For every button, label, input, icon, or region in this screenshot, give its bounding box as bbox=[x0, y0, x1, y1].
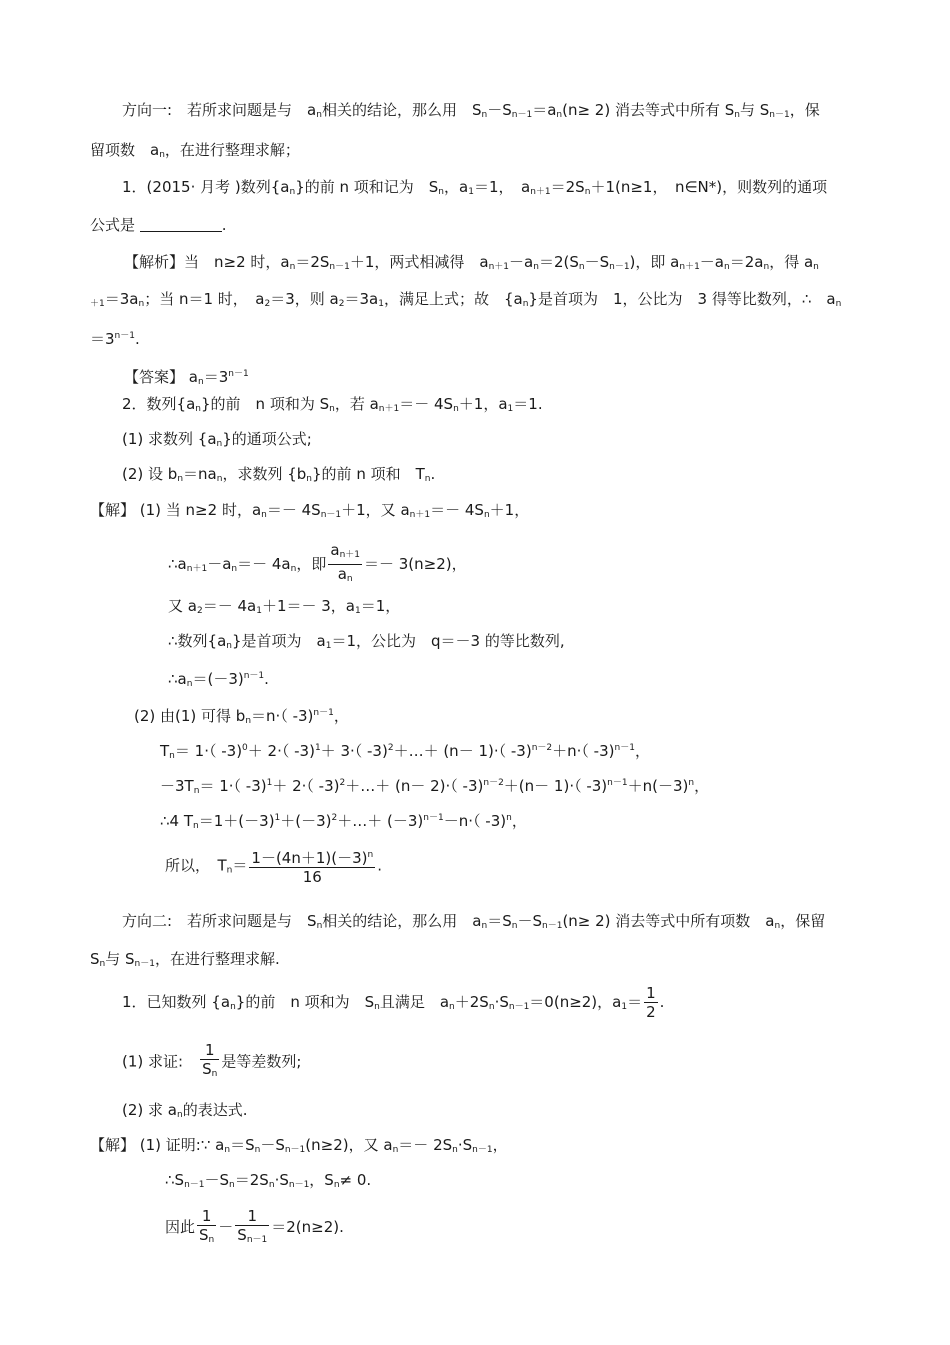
solution-2-line3: 又 $a_2=- 4a_1+1=- 3$，$a_1=1$， bbox=[168, 597, 401, 616]
solution-2-line8: $-3T_n= 1\cdot$（ -3)$^1$＋ 2·（ -3)$^2$＋…＋ (n－ 2)·（ -3)$^{n-2}$＋(n－ 1)·（ $-3)^{n-1}+n(-3)^n$， bbox=[160, 777, 710, 796]
solution-2-line7: $T_n= 1\cdot$（ -3)$^0$＋ 2·（ -3)$^1$＋ 3·（ -3)$^2$＋…＋ (n－ 1)·（ -3)$^{n-2}$＋n·（ -3)$^{n-1}$， bbox=[160, 742, 650, 761]
question-2-part2: (2) 设 $b_n=na_n$，求数列 $\{b_n\}$的前 n 项和 $T_n$. bbox=[122, 465, 436, 484]
solution-2-line4: ∴数列$\{a_n\}$是首项为 $a_1=1$，公比为 q＝－3 的等比数列, bbox=[168, 632, 565, 651]
question-3-line1: 1．已知数列 $\{a_n\}$的前 n 项和为 $S_n$且满足 $a_n+2S_n\cdot S_{n-1}=0(n\ge 2)$，$a_1=$ $\frac{1}{2}$ . bbox=[122, 984, 665, 1021]
fraction-one-over-sn: $\frac{1}{S_n}$ bbox=[199, 1206, 215, 1245]
question-3-part1: (1) 求证: $\frac{1}{S_n}$ 是等差数列; bbox=[122, 1041, 301, 1083]
question-1-line1: 1．(2015· 月考 )数列$\{a_n\}$的前 n 项和记为 $S_n$，$a_1=1$， $a_{n+1}=2S_n+1(n\ge 1$， n∈N*)，则数列的通项 bbox=[122, 178, 828, 197]
reciprocal-fraction: $\frac{1}{S_n}$ bbox=[202, 1041, 218, 1079]
solution-2-line1: 【解】 (1) 当 n≥2 时，$a_n=- 4S_{n-1}+1$，又 $a_{n+1}=- 4S_n+1$， bbox=[90, 501, 530, 520]
solution-2-line6: (2) 由(1) 可得 $b_n=n\cdot$（ -3)$^{n-1}$， bbox=[134, 707, 349, 726]
direction-one-line2: 留项数 $a_n$，在进行整理求解； bbox=[90, 141, 300, 160]
solution-2-line10: 所以， $T_n=$ $\frac{1-(4n+1)(-3)^n}{16}$ . bbox=[165, 846, 382, 890]
solution-3-line2: $\therefore S_{n-1}-S_n=2S_n\cdot S_{n-1}$，$S_n\ne 0$. bbox=[165, 1171, 372, 1190]
question-1-line2: 公式是 . bbox=[90, 216, 227, 234]
solution-2-line5: $\therefore a_n=(-3)^{n-1}$. bbox=[168, 670, 269, 689]
answer-1: 【答案】 $a_n=3^{n-1}$ bbox=[124, 368, 249, 387]
answer-blank bbox=[140, 217, 222, 232]
solution-1-line2: $_{+1}=3a_n$；当 n＝1 时， $a_2=3$，则 $a_2=3a_1$，满足上式；故 $\{a_n\}$是首项为 1，公比为 3 得等比数列，∴ $a_n$ bbox=[90, 290, 842, 309]
solution-2-line9: ∴4 $T_n=1+(-3)^1+(-3)^2+\dots+ (-3)^{n-1}-n\cdot$（ -3)$^n$， bbox=[160, 812, 527, 831]
direction-two-line1: 方向二: 若所求问题是与 $S_n$相关的结论，那么用 $a_n=S_n-S_{n-1}(n\ge 2)$ 消去等式中所有项数 $a_n$，保留 bbox=[122, 912, 826, 931]
question-2-line1: 2．数列$\{a_n\}$的前 n 项和为 $S_n$，若 $a_{n+1}=- 4S_n+1$，$a_1=1$. bbox=[122, 395, 543, 414]
question-2-part1: (1) 求数列 $\{a_n\}$的通项公式; bbox=[122, 430, 312, 449]
solution-1-line3: $=3^{n-1}$. bbox=[90, 330, 140, 348]
direction-two-line2: $S_n$与 $S_{n-1}$，在进行整理求解. bbox=[90, 950, 280, 969]
solution-2-line2: $\therefore a_{n+1}-a_n=- 4a_n$，即 $\frac{a_{n+1}}{a_n}$ ＝－ 3(n≥2)， bbox=[168, 541, 467, 588]
half-fraction: $\frac{1}{2}$ bbox=[646, 984, 656, 1021]
direction-one-line1: 方向一: 若所求问题是与 $a_n$相关的结论，那么用 $S_n-S_{n-1}=a_n(n\ge 2)$ 消去等式中所有 $S_n$与 $S_{n-1}$，保 bbox=[122, 101, 820, 120]
sum-fraction: $\frac{1-(4n+1)(-3)^n}{16}$ bbox=[249, 846, 375, 886]
question-3-part2: (2) 求 $a_n$的表达式. bbox=[122, 1101, 248, 1120]
fraction-one-over-sn-minus-1: $\frac{1}{S_{n-1}}$ bbox=[237, 1206, 268, 1245]
ratio-fraction: $\frac{a_{n+1}}{a_n}$ bbox=[330, 541, 360, 584]
solution-1-line1: 【解析】当 n≥2 时，$a_n=2S_{n-1}+1$，两式相减得 $a_{n+1}-a_n=2(S_n-S_{n-1})$，即 $a_{n+1}-a_n=2a_n$，得 $a_n$ bbox=[124, 253, 819, 272]
solution-3-line1: 【解】 (1) 证明:∵ $a_n=S_n-S_{n-1}(n\ge 2)$，又 $a_n=- 2S_n\cdot S_{n-1}$， bbox=[90, 1136, 508, 1155]
solution-3-line3: 因此 $\frac{1}{S_n}$ － $\frac{1}{S_{n-1}}$ ＝2(n≥2). bbox=[165, 1206, 344, 1249]
